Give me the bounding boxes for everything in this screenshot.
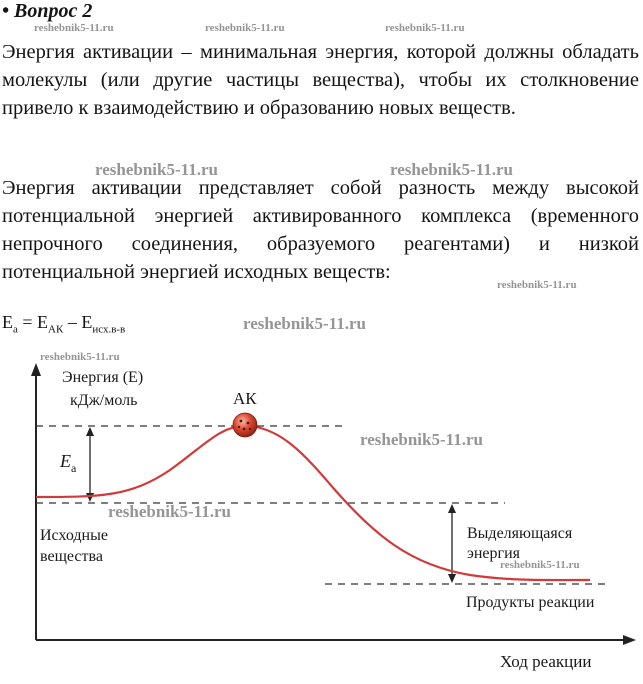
formula-lhs: E [2, 312, 13, 332]
ea-arrow-head-bottom [86, 493, 94, 502]
peak-label: АК [233, 389, 257, 408]
ea-label [59, 451, 77, 475]
x-axis-arrow [623, 635, 636, 645]
paragraph-explanation: Энергия активации представляет собой разность между высокой потенциальной энергией активированного комплекса (временного непрочного соединения, образуемого реагентами) и низкой потенциальной энергией исходных веществ: [2, 177, 639, 283]
y-axis-label-line2: кДж/моль [70, 392, 138, 409]
x-axis-label: Ход реакции [500, 652, 592, 671]
sphere-dot [249, 428, 251, 430]
question-heading: • Вопрос 2 [2, 0, 93, 22]
reactants-label-line1: Исходные [40, 527, 108, 544]
paragraph-definition: Энергия активации – минимальная энергия, которой должны обладать молекулы (или другие частицы вещества), чтобы их столкновение привело к взаимодействию и образованию новых веществ. [2, 41, 639, 119]
released-arrow-head-top [448, 504, 456, 513]
formula-term2: E [81, 312, 93, 332]
watermark: reshebnik5-11.ru [390, 160, 513, 179]
sphere-dot [247, 422, 250, 425]
sphere-dot [240, 420, 243, 423]
formula-term1: E [37, 312, 49, 332]
ea-label-sub: a [71, 461, 77, 475]
formula-lhs-sub: a [13, 323, 18, 336]
watermark: reshebnik5-11.ru [497, 279, 577, 291]
watermark: reshebnik5-11.ru [205, 22, 285, 34]
watermark: reshebnik5-11.ru [500, 559, 580, 571]
sphere-dot [243, 428, 246, 431]
watermark: reshebnik5-11.ru [385, 22, 465, 34]
formula-eq: = [17, 312, 38, 332]
ea-label-main: E [60, 451, 71, 471]
formula-term1-sub: АК [48, 323, 64, 336]
activated-complex-sphere [233, 413, 257, 437]
y-axis-label-line1: Энергия (E) [62, 369, 144, 386]
sphere-dot [238, 426, 240, 428]
products-label: Продукты реакции [466, 594, 595, 611]
formula-minus: – [63, 312, 82, 332]
reactants-label-line2: вещества [40, 548, 103, 565]
watermark: reshebnik5-11.ru [95, 160, 218, 179]
y-axis-arrow [31, 363, 41, 376]
watermark: reshebnik5-11.ru [40, 351, 120, 363]
watermark: reshebnik5-11.ru [243, 314, 366, 333]
watermark: reshebnik5-11.ru [360, 430, 483, 449]
formula-term2-sub: исх.в-в [92, 323, 126, 336]
released-arrow-head-bottom [448, 574, 456, 583]
watermark: reshebnik5-11.ru [34, 22, 114, 34]
ea-arrow-head-top [86, 427, 94, 436]
released-label-line1: Выделяющаяся [467, 525, 573, 542]
released-label-line2: энергия [467, 545, 521, 562]
watermark: reshebnik5-11.ru [108, 502, 231, 521]
